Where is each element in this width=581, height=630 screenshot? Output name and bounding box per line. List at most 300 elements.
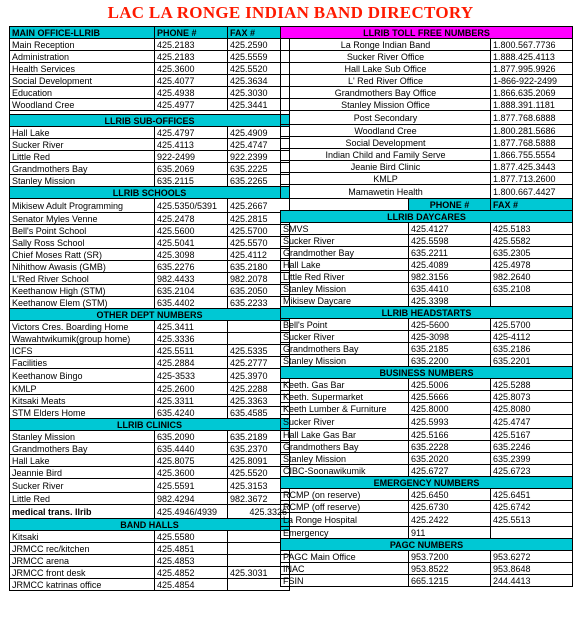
clinic-row: [10, 493, 290, 505]
toll-free-number: 1.888.391.1181: [491, 99, 573, 111]
school-row: [10, 213, 290, 225]
band-hall-fax: 425.3031: [228, 567, 290, 579]
other-dept-fax: 425.3970: [228, 369, 290, 383]
main-office-fax: 425.3634: [228, 75, 290, 87]
business-phone: 425.8000: [409, 403, 491, 415]
band-hall-row: [10, 543, 290, 555]
clinic-phone: 425.5591: [155, 479, 228, 493]
school-phone: 425.5350/5391: [155, 199, 228, 213]
main-office-phone: 425.2183: [155, 39, 228, 51]
clinic-row: [10, 479, 290, 493]
daycare-name: Grandmother Bay: [281, 247, 409, 259]
fax-column-header: FAX #: [228, 27, 290, 39]
band-hall-phone: 425.4854: [155, 579, 228, 591]
school-name: Nihithow Awasis (GMB): [10, 261, 155, 273]
daycare-phone: 635.2211: [409, 247, 491, 259]
phone-column-header: PHONE #: [409, 199, 491, 211]
toll-free-row: [281, 39, 573, 51]
toll-free-row: [281, 87, 573, 99]
toll-free-row: [281, 173, 573, 185]
school-name: Sally Ross School: [10, 237, 155, 249]
toll-free-number: 1.800.667.4427: [491, 185, 573, 199]
clinics-header-row: [10, 419, 290, 431]
daycare-phone: 425.4089: [409, 259, 491, 271]
sub-office-fax: 425.4909: [228, 127, 290, 139]
emergency-row: [281, 489, 573, 501]
sub-office-phone: 635.2115: [155, 175, 228, 187]
business-fax: 425.8073: [491, 391, 573, 403]
toll-free-number: 1.877.768.6888: [491, 111, 573, 125]
clinic-row: [10, 467, 290, 479]
emergency-name: RCMP (off reserve): [281, 501, 409, 513]
toll-free-row: [281, 185, 573, 199]
daycare-fax: 425.4978: [491, 259, 573, 271]
main-office-header: MAIN OFFICE-LLRIB: [10, 27, 155, 39]
headstart-name: Stanley Mission: [281, 355, 409, 367]
business-header: BUSINESS NUMBERS: [281, 367, 573, 379]
left-column: [9, 26, 289, 591]
sub-office-phone: 635.2069: [155, 163, 228, 175]
clinic-row: [10, 443, 290, 455]
toll-free-name: Indian Child and Family Serve: [281, 149, 491, 161]
sub-office-fax: 425.4747: [228, 139, 290, 151]
toll-free-row: [281, 111, 573, 125]
other-dept-header: OTHER DEPT NUMBERS: [10, 309, 290, 321]
business-name: Keeth. Gas Bar: [281, 379, 409, 391]
toll-free-number: 1.800.281.5686: [491, 125, 573, 137]
daycare-fax: 425.5582: [491, 235, 573, 247]
clinic-phone: 425.4946/4939: [155, 505, 228, 519]
toll-free-number: 1.877.425.3443: [491, 161, 573, 173]
other-dept-name: Victors Cres. Boarding Home: [10, 321, 155, 333]
pagc-name: FSIN: [281, 575, 409, 587]
business-name: Sucker River: [281, 415, 409, 429]
sub-office-fax: 922.2399: [228, 151, 290, 163]
other-dept-name: KMLP: [10, 383, 155, 395]
sub-office-name: Grandmothers Bay: [10, 163, 155, 175]
toll-free-name: Grandmothers Bay Office: [281, 87, 491, 99]
clinic-fax: 635.2370: [228, 443, 290, 455]
daycare-name: Hall Lake: [281, 259, 409, 271]
school-row: [10, 285, 290, 297]
toll-free-name: Woodland Cree: [281, 125, 491, 137]
daycare-fax: 982.2640: [491, 271, 573, 283]
emergency-phone: 425.2422: [409, 513, 491, 527]
clinic-phone: 635.2090: [155, 431, 228, 443]
clinic-fax: 425.5520: [228, 467, 290, 479]
main-office-fax: 425.2590: [228, 39, 290, 51]
daycare-name: Little Red River: [281, 271, 409, 283]
school-phone: 425.5600: [155, 225, 228, 237]
school-name: Bell's Point School: [10, 225, 155, 237]
school-fax: 635.2180: [228, 261, 290, 273]
business-name: Keeth Lumber & Furniture: [281, 403, 409, 415]
clinic-name: Hall Lake: [10, 455, 155, 467]
sub-office-phone: 425.4797: [155, 127, 228, 139]
sub-offices-header-row: [10, 115, 290, 127]
headstart-fax: 425.5700: [491, 319, 573, 331]
main-office-row: [10, 39, 290, 51]
other-dept-phone: 425.5511: [155, 345, 228, 357]
toll-free-name: Stanley Mission Office: [281, 99, 491, 111]
business-phone: 635.2020: [409, 453, 491, 465]
clinic-fax: 982.3672: [228, 493, 290, 505]
other-dept-name: ICFS: [10, 345, 155, 357]
clinic-row: [10, 455, 290, 467]
business-phone: 425.5006: [409, 379, 491, 391]
daycare-row: [281, 295, 573, 307]
business-fax: 635.2246: [491, 441, 573, 453]
pagc-name: PAGC Main Office: [281, 551, 409, 563]
emergency-fax: 425.6742: [491, 501, 573, 513]
pagc-fax: 244.4413: [491, 575, 573, 587]
main-office-header-row: [10, 27, 290, 39]
other-dept-name: Kitsaki Meats: [10, 395, 155, 407]
business-phone: 425.5993: [409, 415, 491, 429]
daycare-row: [281, 271, 573, 283]
sub-office-name: Little Red: [10, 151, 155, 163]
toll-free-row: [281, 161, 573, 173]
toll-free-number: 1.800.567.7736: [491, 39, 573, 51]
sub-office-name: Hall Lake: [10, 127, 155, 139]
daycare-row: [281, 283, 573, 295]
school-fax: 635.2050: [228, 285, 290, 297]
main-office-phone: 425.4077: [155, 75, 228, 87]
school-fax: 425.2667: [228, 199, 290, 213]
school-row: [10, 225, 290, 237]
fax-column-header: FAX #: [491, 199, 573, 211]
school-fax: 982.2078: [228, 273, 290, 285]
business-name: Grandmothers Bay: [281, 441, 409, 453]
sub-office-phone: 922-2499: [155, 151, 228, 163]
phone-column-header: PHONE #: [155, 27, 228, 39]
pagc-row: [281, 563, 573, 575]
band-halls-header-row: [10, 519, 290, 531]
toll-free-number: 1.888.425.4113: [491, 51, 573, 63]
clinic-phone: 425.8075: [155, 455, 228, 467]
sub-office-row: [10, 151, 290, 163]
other-dept-row: [10, 321, 290, 333]
other-dept-name: Keethanow Bingo: [10, 369, 155, 383]
other-dept-phone: 425.2600: [155, 383, 228, 395]
pagc-header-row: [281, 539, 573, 551]
school-fax: 425.4112: [228, 249, 290, 261]
toll-free-row: [281, 149, 573, 161]
school-name: Senator Myles Venne: [10, 213, 155, 225]
business-row: [281, 415, 573, 429]
emergency-row: [281, 513, 573, 527]
main-office-name: Health Services: [10, 63, 155, 75]
clinic-phone: 635.4440: [155, 443, 228, 455]
band-halls-header: BAND HALLS: [10, 519, 290, 531]
headstart-name: Bell's Point: [281, 319, 409, 331]
daycare-row: [281, 223, 573, 235]
pagc-phone: 665.1215: [409, 575, 491, 587]
main-office-fax: 425.5559: [228, 51, 290, 63]
other-dept-row: [10, 357, 290, 369]
business-row: [281, 403, 573, 415]
page-title: LAC LA RONGE INDIAN BAND DIRECTORY: [107, 3, 474, 22]
other-dept-header-row: [10, 309, 290, 321]
daycare-name: Mikisew Daycare: [281, 295, 409, 307]
clinic-phone: 982.4294: [155, 493, 228, 505]
business-row: [281, 441, 573, 453]
daycare-fax: [491, 295, 573, 307]
main-office-name: Education: [10, 87, 155, 99]
other-dept-name: Facilities: [10, 357, 155, 369]
business-fax: 635.2399: [491, 453, 573, 465]
daycare-phone: 635.4410: [409, 283, 491, 295]
daycares-header-row: [281, 211, 573, 223]
toll-free-number: 1.877.995.9926: [491, 63, 573, 75]
school-phone: 425.5041: [155, 237, 228, 249]
band-hall-name: Kitsaki: [10, 531, 155, 543]
main-office-phone: 425.4977: [155, 99, 228, 111]
other-dept-fax: 635.4585: [228, 407, 290, 419]
band-hall-row: [10, 567, 290, 579]
business-header-row: [281, 367, 573, 379]
sub-office-row: [10, 139, 290, 151]
school-row: [10, 261, 290, 273]
business-phone: 425.6727: [409, 465, 491, 477]
main-office-row: [10, 63, 290, 75]
sub-office-row: [10, 127, 290, 139]
blank-cell: [281, 199, 409, 211]
headstart-fax: 635.2186: [491, 343, 573, 355]
school-fax: 635.2233: [228, 297, 290, 309]
headstart-phone: 425-3098: [409, 331, 491, 343]
headstart-phone: 635.2185: [409, 343, 491, 355]
school-row: [10, 199, 290, 213]
business-fax: 425.6723: [491, 465, 573, 477]
toll-free-name: Social Development: [281, 137, 491, 149]
daycare-phone: 425.4127: [409, 223, 491, 235]
headstart-name: Sucker River: [281, 331, 409, 343]
business-row: [281, 379, 573, 391]
main-office-row: [10, 51, 290, 63]
business-fax: 425.8080: [491, 403, 573, 415]
school-name: Chief Moses Ratt (SR): [10, 249, 155, 261]
band-hall-name: JRMCC rec/kitchen: [10, 543, 155, 555]
other-dept-phone: 425.3411: [155, 321, 228, 333]
schools-header: LLRIB SCHOOLS: [10, 187, 290, 199]
business-row: [281, 453, 573, 465]
daycare-row: [281, 235, 573, 247]
sub-office-row: [10, 163, 290, 175]
school-name: Keethanow High (STM): [10, 285, 155, 297]
toll-free-number: 1.866.755.5554: [491, 149, 573, 161]
pagc-fax: 953.6272: [491, 551, 573, 563]
toll-free-row: [281, 137, 573, 149]
emergency-header-row: [281, 477, 573, 489]
school-phone: 425.3098: [155, 249, 228, 261]
toll-free-row: [281, 125, 573, 137]
headstarts-header: LLRIB HEADSTARTS: [281, 307, 573, 319]
emergency-header: EMERGENCY NUMBERS: [281, 477, 573, 489]
school-row: [10, 297, 290, 309]
daycare-fax: 425.5183: [491, 223, 573, 235]
business-name: Hall Lake Gas Bar: [281, 429, 409, 441]
band-hall-phone: 425.4853: [155, 555, 228, 567]
headstarts-header-row: [281, 307, 573, 319]
business-fax: 425.5167: [491, 429, 573, 441]
band-hall-name: JRMCC front desk: [10, 567, 155, 579]
school-fax: 425.2815: [228, 213, 290, 225]
business-fax: 425.5288: [491, 379, 573, 391]
schools-header-row: [10, 187, 290, 199]
band-hall-phone: 425.4852: [155, 567, 228, 579]
daycare-name: Stanley Mission: [281, 283, 409, 295]
other-dept-row: [10, 395, 290, 407]
toll-free-number: 1-866-922-2499: [491, 75, 573, 87]
business-row: [281, 391, 573, 403]
business-phone: 425.5166: [409, 429, 491, 441]
other-dept-name: STM Elders Home: [10, 407, 155, 419]
toll-free-name: Hall Lake Sub Office: [281, 63, 491, 75]
school-name: Mikisew Adult Programming: [10, 199, 155, 213]
toll-free-row: [281, 63, 573, 75]
toll-free-row: [281, 51, 573, 63]
pagc-phone: 953.8522: [409, 563, 491, 575]
band-hall-row: [10, 531, 290, 543]
school-phone: 425.2478: [155, 213, 228, 225]
school-row: [10, 249, 290, 261]
clinic-name: Sucker River: [10, 479, 155, 493]
daycare-phone: 425.5598: [409, 235, 491, 247]
main-office-fax: 425.3441: [228, 99, 290, 111]
other-dept-fax: 425.2288: [228, 383, 290, 395]
school-fax: 425.5570: [228, 237, 290, 249]
clinic-phone: 425.3600: [155, 467, 228, 479]
business-row: [281, 465, 573, 477]
sub-office-phone: 425.4113: [155, 139, 228, 151]
sub-office-fax: 635.2265: [228, 175, 290, 187]
daycare-fax: 635.2305: [491, 247, 573, 259]
sub-office-name: Stanley Mission: [10, 175, 155, 187]
school-phone: 635.2104: [155, 285, 228, 297]
clinic-row: [10, 431, 290, 443]
emergency-name: Emergency: [281, 527, 409, 539]
business-phone: 635.2228: [409, 441, 491, 453]
headstart-row: [281, 319, 573, 331]
toll-free-name: Sucker River Office: [281, 51, 491, 63]
emergency-phone: 425.6730: [409, 501, 491, 513]
toll-free-name: Mamawetin Health: [281, 185, 491, 199]
clinic-name: Stanley Mission: [10, 431, 155, 443]
clinic-fax: 425.3326: [228, 505, 290, 519]
headstart-name: Grandmothers Bay: [281, 343, 409, 355]
other-dept-row: [10, 345, 290, 357]
other-dept-row: [10, 407, 290, 419]
daycare-phone: 425.3398: [409, 295, 491, 307]
daycare-fax: 635.2108: [491, 283, 573, 295]
emergency-name: RCMP (on reserve): [281, 489, 409, 501]
other-dept-phone: 425.3311: [155, 395, 228, 407]
main-office-row: [10, 99, 290, 111]
band-hall-phone: 425.4851: [155, 543, 228, 555]
other-dept-phone: 425-3533: [155, 369, 228, 383]
school-name: Keethanow Elem (STM): [10, 297, 155, 309]
toll-free-name: Jeanie Bird Clinic: [281, 161, 491, 173]
main-office-phone: 425.4938: [155, 87, 228, 99]
sub-office-row: [10, 175, 290, 187]
main-office-row: [10, 75, 290, 87]
daycare-name: SMVS: [281, 223, 409, 235]
toll-free-header-row: [281, 27, 573, 39]
clinic-row: [10, 505, 290, 519]
main-office-fax: 425.3030: [228, 87, 290, 99]
pagc-header: PAGC NUMBERS: [281, 539, 573, 551]
other-dept-fax: 425.3363: [228, 395, 290, 407]
emergency-fax: 425.6451: [491, 489, 573, 501]
main-office-fax: 425.5520: [228, 63, 290, 75]
emergency-name: La Ronge Hospital: [281, 513, 409, 527]
band-hall-name: JRMCC arena: [10, 555, 155, 567]
daycare-phone: 982.3156: [409, 271, 491, 283]
toll-free-row: [281, 75, 573, 87]
pagc-fax: 953.8648: [491, 563, 573, 575]
business-fax: 425.4747: [491, 415, 573, 429]
toll-free-name: L' Red River Office: [281, 75, 491, 87]
main-office-name: Administration: [10, 51, 155, 63]
other-dept-phone: 425.2884: [155, 357, 228, 369]
main-office-name: Woodland Cree: [10, 99, 155, 111]
right-directory-table: [280, 26, 573, 587]
sub-office-name: Sucker River: [10, 139, 155, 151]
business-name: CIBC-Soonawikumik: [281, 465, 409, 477]
sub-offices-header: LLRIB SUB-OFFICES: [10, 115, 290, 127]
daycare-row: [281, 259, 573, 271]
clinic-name: Little Red: [10, 493, 155, 505]
school-row: [10, 273, 290, 285]
emergency-row: [281, 501, 573, 513]
daycare-row: [281, 247, 573, 259]
other-dept-phone: 425.3336: [155, 333, 228, 345]
other-dept-fax: 425.2777: [228, 357, 290, 369]
toll-free-header: LLRIB TOLL FREE NUMBERS: [281, 27, 573, 39]
sub-office-fax: 635.2225: [228, 163, 290, 175]
toll-free-number: 1.866.635.2069: [491, 87, 573, 99]
school-phone: 982.4433: [155, 273, 228, 285]
main-office-name: Main Reception: [10, 39, 155, 51]
business-phone: 425.5666: [409, 391, 491, 403]
left-directory-table: [9, 26, 290, 591]
school-phone: 635.2276: [155, 261, 228, 273]
clinics-header: LLRIB CLINICS: [10, 419, 290, 431]
headstart-fax: 635.2201: [491, 355, 573, 367]
emergency-phone: 911: [409, 527, 491, 539]
school-phone: 635.4402: [155, 297, 228, 309]
pagc-name: INAC: [281, 563, 409, 575]
headstart-row: [281, 343, 573, 355]
daycare-name: Sucker River: [281, 235, 409, 247]
business-name: Stanley Mission: [281, 453, 409, 465]
emergency-row: [281, 527, 573, 539]
clinic-name: medical trans. llrib: [10, 505, 155, 519]
toll-free-row: [281, 99, 573, 111]
other-dept-fax: 425.5335: [228, 345, 290, 357]
emergency-phone: 425.6450: [409, 489, 491, 501]
band-hall-row: [10, 555, 290, 567]
clinic-fax: 425.3153: [228, 479, 290, 493]
main-office-row: [10, 87, 290, 99]
daycares-header: LLRIB DAYCARES: [281, 211, 573, 223]
main-office-phone: 425.2183: [155, 51, 228, 63]
main-office-phone: 425.3600: [155, 63, 228, 75]
right-column: [280, 26, 572, 587]
band-hall-name: JRMCC katrinas office: [10, 579, 155, 591]
other-dept-row: [10, 333, 290, 345]
